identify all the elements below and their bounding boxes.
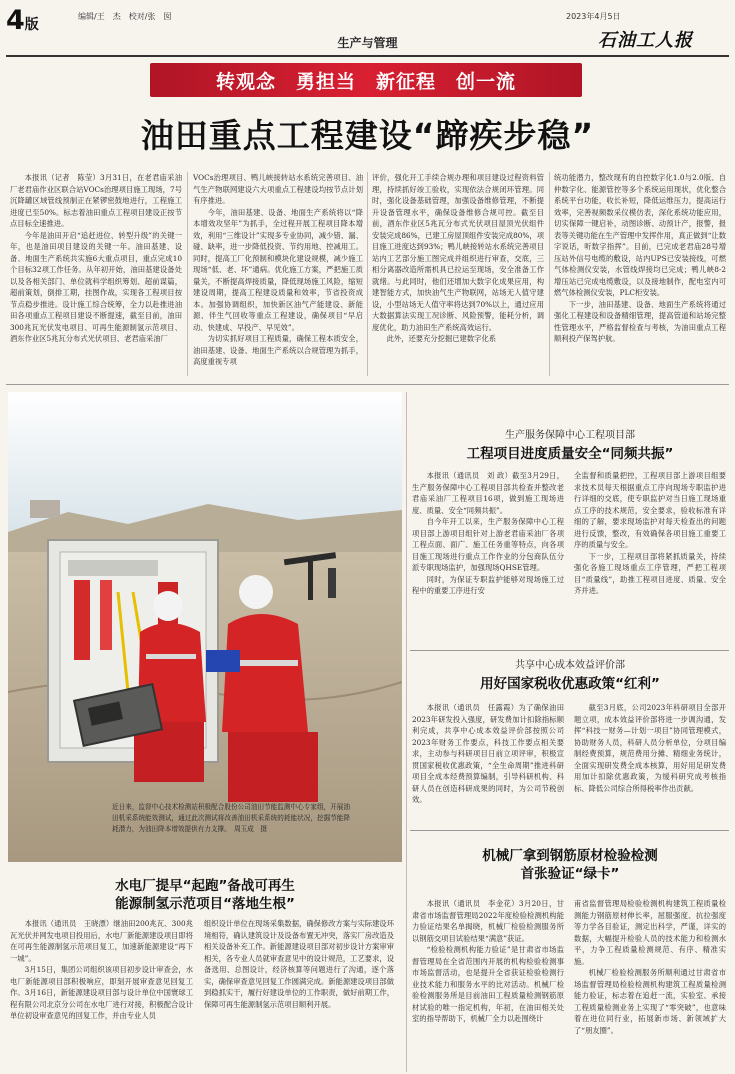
article4-col-1 [10, 918, 193, 1072]
article5-p1: 本报讯（通讯员 李金花）3月20日，甘肃省市场监督管理局2022年度检验检测机构能力验证结果名单揭晓，机械厂检验检测服务所以钢筋交项目试验结果“满意”获证。 [412, 899, 564, 943]
article2-p3: 同时，为保证专职监护能够对现场施工过程中的重要工序进行安 [412, 574, 564, 595]
article2-p5: 下一步，工程项目部将紧抓质量关，持续强化各施工现场重点工序管理，严把工程项目“质量线”，助推工程项目进度、质量、安全齐并进。 [574, 551, 726, 595]
section-rule [410, 830, 729, 831]
column-divider [406, 392, 407, 1072]
article2-col-1 [412, 470, 564, 648]
article5-title-line2: 首张验证“绿卡” [520, 866, 620, 882]
lead-article-p7: 此外，还要充分挖掘已建数字化系 [386, 334, 497, 343]
article5-col-2 [574, 898, 726, 1072]
column-divider [187, 172, 188, 376]
issue-date: 2023年4月5日 [566, 12, 621, 21]
photo-credit: 周玉成 摄 [233, 825, 267, 833]
article2-title: 工程项目进度质量安全“同频共振” [466, 446, 674, 462]
news-photo [8, 392, 402, 862]
lead-article-p2: 今年是油田开启“追赶进位、转型升级”的关键一年，也是油田项目建设的关键一年。油田基建、设备、地面生产系统共实施6大重点项目，重点完成10个目标32项工作任务。从年初开始，油田基建设备处以及各相关部门、单位就科学组织筹划、超前谋篇，超前策划，倒排工期，挂图作战，实现各工程项目按节点稳步推进。设计施工综合统筹，全力以赴推进油田各项重点工程项目建设不断提速，截至目前，油田300兆瓦光伏发电项目、可再生能源制氢示范项目、酒东作业区5兆瓦分布式光伏项目、老君庙采油厂 [10, 230, 182, 343]
photo-caption-text: 近日来，监督中心技术检测站积极配合股份公司油田节能监测中心专家组，开展油田机采系统能效测试，通过此次测试将改善油田机采系统的耗能状况，挖掘节能降耗潜力，为油田降本增效提供有力支撑。 [112, 803, 350, 833]
article5-col-1 [412, 898, 564, 1072]
article4-p1: 本报讯（通讯员 王晓漂）继油田200兆瓦、300兆瓦光伏并网发电项目投用后，水电厂新能源建设项目即将在可再生能源制氢示范项目复工，加速新能源建设“再下一城”。 [10, 919, 193, 963]
lead-article-p1: 本报讯（记者 陈莹）3月31日，在老君庙采油厂老君庙作业区联合站VOCs治理项目施工现场，7号沉降罐区域管线预制正在紧锣密鼓地进行，工程施工进度已至50%。标志着油田重点工程项目建设正按节点目标全速推进。 [10, 173, 182, 228]
article2-p1: 本报讯（通讯员 刘 政）截至3月29日，生产服务保障中心工程项目部共检查并整改老君庙采油厂工程项目16项，做到施工现场进度、质量、安全“同频共振”。 [412, 471, 564, 515]
article3-p1: 本报讯（通讯员 任露霞）为了确保油田2023年研发投入强度，研发费加计扣除指标顺利完成，共享中心成本效益评价部按照公司2023年财务工作要点，科技工作要点相关要求，主动参与科研项目日前立项评审，积极宣贯国家税收优惠政策，“全生命周期”推进科研项目全成本经费预算编制，引导科研机构、科研人员在创造科研成果的同时，为公司节税创效。 [412, 703, 564, 804]
photo-caption [112, 802, 350, 835]
photo-illustration [8, 392, 402, 862]
column-divider [367, 172, 368, 376]
article3-col-2 [574, 702, 726, 826]
lead-article-p6: 评价，强化开工手续合规办理和项目建设过程资料管理，持续抓好竣工验收，实现依法合规闭环管理。同时，强化设备基础管理，加强设备维修管理，不断提升设备管理水平，确保设备维修合规可控。截至目前，酒东作业区5兆瓦分布式光伏项目屋顶光伏组件安装完成86%，已建工房屋顶组件安装完成80%，项目施工进度达到93%；鸭儿峡接转站水系统完善项目站内工艺部分施工图完成并组织进行审查，交底，三相分离器改造所需机具已拉运至现场，安全准备工作就绪。与此同时，他们还增加大数字化成果应用，构建智能方式，加快油气生产物联网，站场无人值守建设，小型站场无人值守率将达到70%以上，通过应用大数据算法实现工况诊断、风险预警，能耗分析，调度优化，助力油田生产系统高效运行。 [372, 173, 544, 332]
page-number-digit: 4 [6, 5, 25, 36]
lead-article-p4: 今年，油田基建、设备、地面生产系统将以“降本增效攻坚年”为抓手，全过程开展工程项目降本增效，利用“三维设计”实现多专业协同，减少错、漏、碰、缺率，进一步降低投资、节约用地、控减用工。同时，提高工厂化预制和模块化建设规模，减少施工现场“低、老、坏”通病。优化施工方案，严把施工质量关，不断提高焊接质量，降低现场施工风险，缩短建设周期，提高工程建设质量和效率，节省投资成本。加强协调组织，加快新区油气产能建设、新能源、伴生气回收等重点工程建设，确保项目“早启动、快建成、早投产、早见效”。 [193, 207, 363, 332]
article5-p4: 机械厂检验检测服务所顺利通过甘肃省市场监督管理局检验检测机构建筑工程质量检测能力验证，标志着在追赶一流，实验室、承接工程质量检测业务上实现了“零突破”，也意味着在进位同行业，拓展新市场、新领域扩大了“朋友圈”。 [574, 968, 726, 1035]
article2-p2: 自今年开工以来，生产服务保障中心工程项目部上游项目组针对上游老君庙采油厂各项工程点面、面广、施工任务重等特点，向各项目施工现场进行重点工作作业的分包商队伍分派专职现场监护，加强现场QHSE管理。 [412, 517, 564, 572]
page-number-suffix: 版 [24, 17, 39, 33]
hut [30, 500, 60, 518]
masthead-rule [6, 55, 729, 57]
section-title: 生产与管理 [337, 36, 398, 50]
article4-p2: 3月15日，集团公司组织该项目初步设计审查会，水电厂新能源项目部积极响应，即刻开展审查意见回复工作。3月16日，新能源建设项目部与设计单位中国寰球工程有限公司北京分公司在水电厂进行对接，积极配合设计单位初设审查意见的回复工作，并由专业人员 [10, 965, 193, 1020]
main-headline: 油田重点工程建设“蹄疾步稳” [140, 116, 595, 155]
lead-article-p3: VOCs治理项目、鸭儿峡接转站水系统完善项目、油气生产物联网建设六大项重点工程建设均按节点计划有序推进。 [193, 173, 363, 205]
column-divider [549, 172, 550, 376]
red-component [74, 580, 90, 660]
red-component [100, 580, 112, 650]
article5-p2: “检验检测机构能力验证”是甘肃省市场监督管理局在全省范围内开展的机构检验检测事市场监督活动，也是提升全省获证检验检测行业技术能力和服务水平的比对活动。机械厂检验检测服务所是目前油田工程质量检测钢筋原材试验的唯一指定机构，年初，在油田相关处室的指导帮助下，机械厂全力以赴围绕计 [412, 945, 564, 1023]
article4-title-line1: 水电厂提早“起跑”备战可再生 [115, 878, 295, 894]
article3-title: 用好国家税收优惠政策“红利” [480, 676, 660, 692]
lead-article-col-4 [554, 172, 726, 378]
article4-col-2 [204, 918, 394, 1072]
article4-title-line2: 能源制氢示范项目“落地生根” [115, 896, 295, 912]
article5-p3: 甫省监督管理局检验检测机构建筑工程质量检测能力钢筋原材伸长率，屈服强度、抗拉强度等力学各目验证，测定出科学，严谨，详实的数据，大幅提升检验人员的技术能力和检测水平，力争工程质量检测规范、有序、精准实施。 [574, 899, 726, 966]
article3-p2: 截至3月底，公司2023年科研项目全部开题立项，成本效益评价部将进一步调沟通，发挥“科技一财务—计划一项目”协同管理模式，协助财务人员，科研人员分析单位，分项目编制经费预算，规范费用分摊、精细业务统计，全面实现研发费全成本核算，用好用足研发费用加计扣除优惠政策，为缓科研究成考核指标、降低公司综合所得税率作出贡献。 [574, 703, 726, 793]
section-rule [6, 384, 729, 385]
lead-article-p5: 为切实抓好项目工程质量，确保工程本质安全，油田基建、设备、地面生产系统以合规管理为抓手，高度重视专项 [193, 334, 363, 366]
article5-title-line1: 机械厂拿到钢筋原材检验检测 [482, 848, 658, 864]
article3-kicker: 共享中心成本效益评价部 [515, 660, 625, 671]
cabinet-breakers [68, 560, 158, 576]
article2-kicker: 生产服务保障中心工程项目部 [505, 430, 635, 441]
lead-article-p8: 统功能潜力，整改现有的自控数字化1.0与2.0版、自仲数字化、能源管控等多个系统运用现状，优化整合系统平台功能，收长补短，降低运维压力，提高运行效率，完善视频数采仪模仿表，深化系统功能应用，切实保障一键启补，动图诊断、动预计产，报警，报表等关键功能在生产管理中发挥作用，真正做到“让数字说话，听数字指挥”。目前，已完成老君庙28号增压站外信号电缆的敷设，站内UPS已安装接线，可燃气体检测仪安装，水管线焊接均已完成；鸭儿峡8-2增压站已完成电缆敷设，以及接地制作，配电室内可燃气体检测仪安装，PLC柜安装。 [554, 173, 726, 297]
section-rule [410, 650, 729, 651]
lead-article-col-2 [193, 172, 363, 378]
article2-col-2 [574, 470, 726, 648]
article4-p3: 组织设计单位在现场采集数据，确保修改方案与实际建设环境相符，确认建筑设计及设备布置无冲突，落实厂房改造及相关设备补充工作。新能源建设项目部对初步设计方案审审相关，各专业人员就审查意见中的设计规范，工艺要求，设备选用、总图设计，经济核算等问题进行了沟通，逐个落实，确保审查意见回复工作圆满完成。新能源建设项目部做到稳抓实干，履行好建设单位的工作职责，做好前期工作，保障可再生能源制氢示范项目顺利开展。 [204, 919, 394, 1009]
lead-article-p9: 下一步，油田基建、设备、地面生产系统将通过强化工程建设和设备精细管理，提高管道和站场完整性管理水平，严格监督检查与考核，为油田重点工程顺利投产保驾护航。 [554, 299, 726, 343]
article3-col-1 [412, 702, 564, 826]
paper-logo: 石油工人报 [598, 30, 693, 51]
slogan-text: 转观念 勇担当 新征程 创一流 [215, 71, 516, 93]
lead-article-col-3 [372, 172, 544, 378]
editor-credits: 编辑/王 杰 校对/张 囡 [78, 12, 172, 21]
article2-p4: 全监督和质量把控，工程项目部上游项目组要求技术员每天根据重点工序向现场专职监护进行详细的交底，使专职监护对当日施工现场重点工序的技术规范，安全要求，验收标准有详细的了解，要求现场监护对每天检查出的问题进行反馈，整改，有效确保各项目施工重要工序的质量与安全。 [574, 471, 726, 549]
lead-article-col-1 [10, 172, 182, 378]
